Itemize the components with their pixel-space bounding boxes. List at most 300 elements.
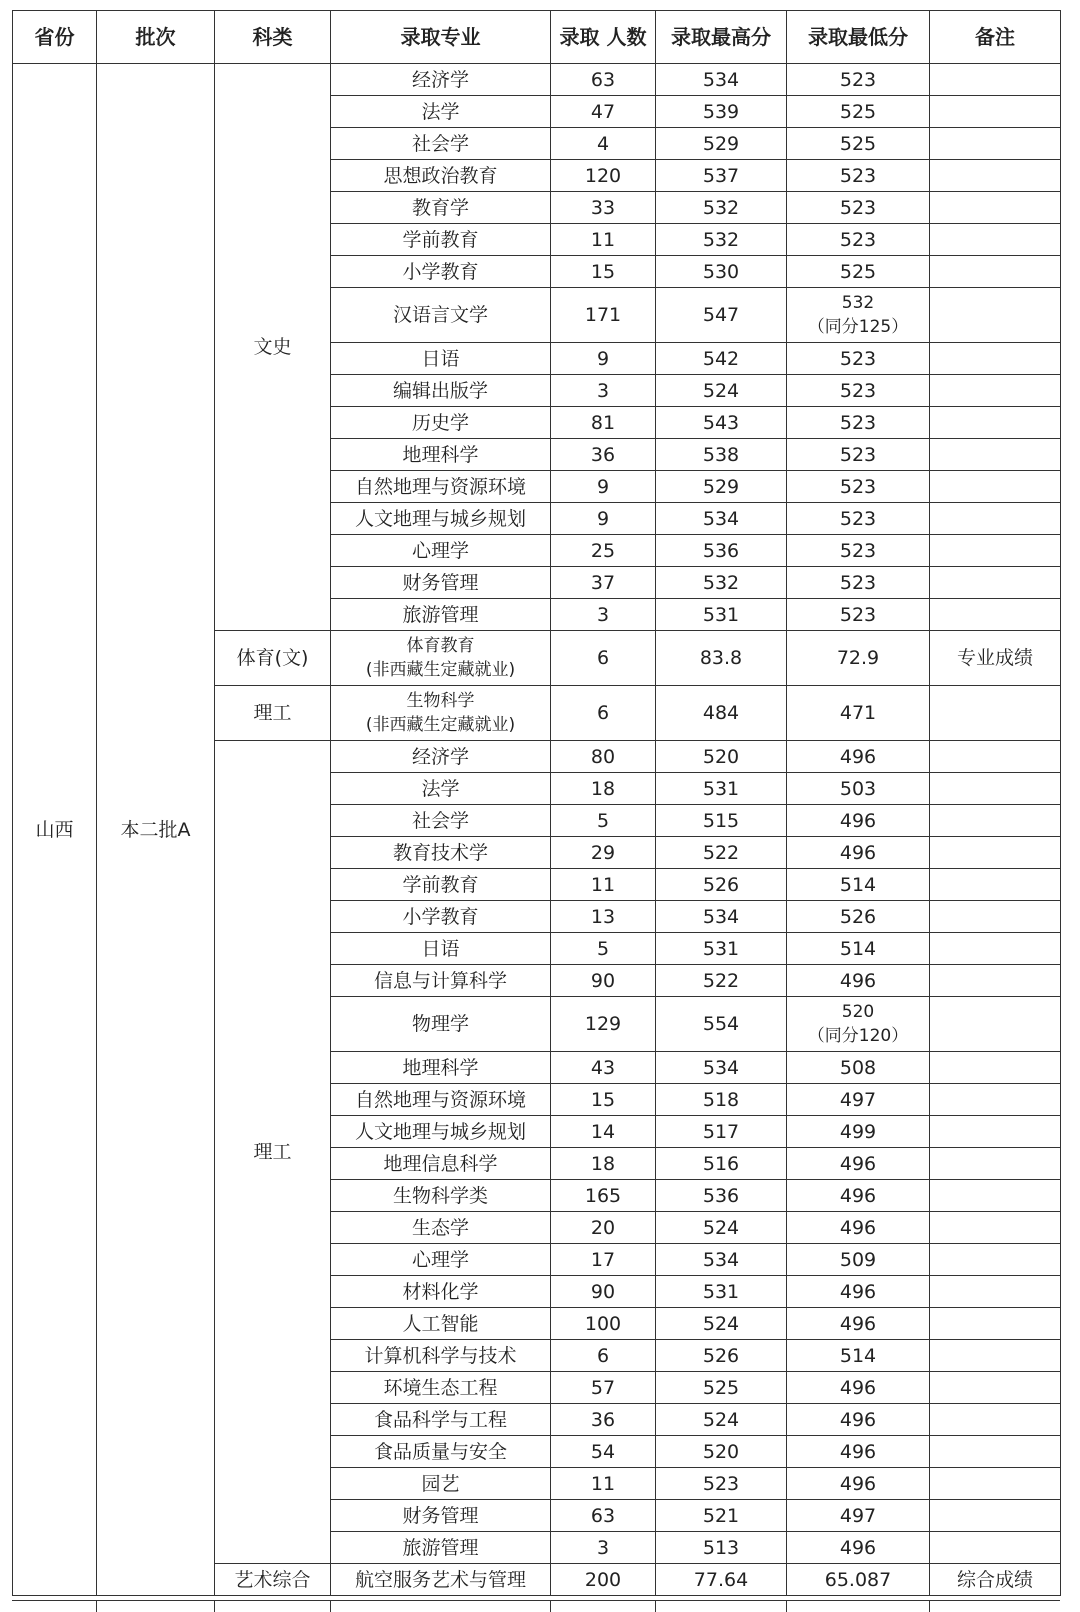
major-cell bbox=[331, 1084, 551, 1116]
note-cell bbox=[930, 192, 1061, 224]
note-cell bbox=[930, 1084, 1061, 1116]
note-cell bbox=[930, 96, 1061, 128]
note-cell bbox=[930, 1468, 1061, 1500]
count-cell: 90 bbox=[551, 1276, 656, 1308]
count-cell: 20 bbox=[551, 1212, 656, 1244]
count-cell: 54 bbox=[551, 1436, 656, 1468]
count-cell: 90 bbox=[551, 965, 656, 997]
min-score-value: 496 bbox=[839, 1152, 877, 1175]
min-score-cell bbox=[787, 128, 930, 160]
count-cell: 33 bbox=[551, 192, 656, 224]
note-cell bbox=[930, 64, 1061, 96]
min-score-value: 508 bbox=[839, 1056, 877, 1079]
major-cell bbox=[331, 1180, 551, 1212]
max-score-cell: 534 bbox=[656, 901, 787, 933]
count-cell: 81 bbox=[551, 407, 656, 439]
count-cell: 9 bbox=[551, 503, 656, 535]
min-score-cell bbox=[787, 741, 930, 773]
major-cell bbox=[331, 407, 551, 439]
count-cell: 15 bbox=[551, 1084, 656, 1116]
count-cell: 5 bbox=[551, 933, 656, 965]
major-cell bbox=[331, 471, 551, 503]
max-score-cell: 522 bbox=[656, 965, 787, 997]
major-name: 园艺 bbox=[421, 1472, 460, 1495]
max-score-cell: 515 bbox=[656, 805, 787, 837]
min-score-cell bbox=[787, 1532, 930, 1564]
major-name: 生物科学 bbox=[406, 691, 475, 711]
max-score-cell: 522 bbox=[656, 837, 787, 869]
min-score-value: 523 bbox=[839, 475, 877, 498]
note-cell bbox=[930, 1372, 1061, 1404]
min-score-value: 496 bbox=[839, 1376, 877, 1399]
header-province: 省份 bbox=[13, 11, 97, 64]
note-cell bbox=[930, 1244, 1061, 1276]
max-score-cell: 542 bbox=[656, 343, 787, 375]
count-cell: 36 bbox=[551, 1404, 656, 1436]
min-score-cell bbox=[787, 439, 930, 471]
major-cell bbox=[331, 288, 551, 343]
max-score-cell: 524 bbox=[656, 1212, 787, 1244]
max-score-cell: 529 bbox=[656, 471, 787, 503]
min-score-cell bbox=[787, 503, 930, 535]
note-cell bbox=[930, 160, 1061, 192]
major-name: 学前教育 bbox=[402, 873, 479, 896]
min-score-cell bbox=[787, 933, 930, 965]
major-cell bbox=[331, 933, 551, 965]
note-cell bbox=[930, 1500, 1061, 1532]
min-score-value: 496 bbox=[839, 1216, 877, 1239]
min-score-value: 523 bbox=[839, 68, 877, 91]
count-cell: 11 bbox=[551, 224, 656, 256]
min-score-cell bbox=[787, 1116, 930, 1148]
major-cell bbox=[331, 997, 551, 1052]
count-cell: 200 bbox=[551, 1564, 656, 1596]
min-score-cell bbox=[787, 1372, 930, 1404]
note-cell bbox=[930, 837, 1061, 869]
note-cell bbox=[930, 1436, 1061, 1468]
note-cell bbox=[930, 128, 1061, 160]
major-name: 地理科学 bbox=[402, 1056, 479, 1079]
count-cell: 36 bbox=[551, 439, 656, 471]
major-cell bbox=[331, 1308, 551, 1340]
note-cell bbox=[930, 1276, 1061, 1308]
note-cell bbox=[930, 965, 1061, 997]
max-score-cell: 524 bbox=[656, 375, 787, 407]
min-score-cell bbox=[787, 1084, 930, 1116]
max-score-cell: 531 bbox=[656, 773, 787, 805]
major-name: 人文地理与城乡规划 bbox=[354, 507, 526, 530]
major-name: 小学教育 bbox=[402, 905, 479, 928]
min-score-cell bbox=[787, 288, 930, 343]
province-cell: 山西 bbox=[13, 64, 97, 1596]
max-score-cell: 517 bbox=[656, 1116, 787, 1148]
min-score-cell bbox=[787, 1308, 930, 1340]
min-score-value: 496 bbox=[839, 1536, 877, 1559]
max-score-cell: 532 bbox=[656, 567, 787, 599]
min-score-value: 525 bbox=[839, 100, 877, 123]
major-name: 航空服务艺术与管理 bbox=[354, 1568, 526, 1591]
min-score-cell bbox=[787, 471, 930, 503]
major-name: 经济学 bbox=[411, 68, 469, 91]
max-score-cell: 534 bbox=[656, 503, 787, 535]
major-cell bbox=[331, 343, 551, 375]
major-cell bbox=[331, 1372, 551, 1404]
next-section-edge bbox=[12, 1600, 1060, 1612]
major-name: 心理学 bbox=[411, 1248, 469, 1271]
min-score-cell bbox=[787, 1468, 930, 1500]
min-score-value: 496 bbox=[839, 969, 877, 992]
max-score-cell: 513 bbox=[656, 1532, 787, 1564]
note-cell bbox=[930, 1404, 1061, 1436]
min-score-cell bbox=[787, 901, 930, 933]
major-cell bbox=[331, 1564, 551, 1596]
count-cell: 63 bbox=[551, 1500, 656, 1532]
min-score-value: 497 bbox=[839, 1504, 877, 1527]
min-score-value: 496 bbox=[839, 1280, 877, 1303]
tie-count-note: （同分120） bbox=[807, 1026, 909, 1046]
min-score-cell bbox=[787, 224, 930, 256]
major-cell bbox=[331, 375, 551, 407]
count-cell: 43 bbox=[551, 1052, 656, 1084]
major-cell bbox=[331, 741, 551, 773]
max-score-cell: 530 bbox=[656, 256, 787, 288]
major-name: 自然地理与资源环境 bbox=[354, 475, 526, 498]
max-score-cell: 531 bbox=[656, 599, 787, 631]
note-cell: 专业成绩 bbox=[930, 631, 1061, 686]
category-cell: 艺术综合 bbox=[215, 1564, 331, 1596]
major-name: 体育教育 bbox=[406, 636, 475, 656]
count-cell: 6 bbox=[551, 686, 656, 741]
max-score-cell: 531 bbox=[656, 1276, 787, 1308]
major-name: 食品科学与工程 bbox=[373, 1408, 507, 1431]
note-cell bbox=[930, 503, 1061, 535]
major-name: 财务管理 bbox=[402, 1504, 479, 1527]
min-score-value: 523 bbox=[839, 196, 877, 219]
major-cell bbox=[331, 1436, 551, 1468]
min-score-cell bbox=[787, 805, 930, 837]
major-name: 社会学 bbox=[411, 809, 469, 832]
major-name: 生物科学类 bbox=[392, 1184, 488, 1207]
min-score-cell bbox=[787, 1276, 930, 1308]
min-score-value: 496 bbox=[839, 1408, 877, 1431]
max-score-cell: 536 bbox=[656, 1180, 787, 1212]
max-score-cell: 534 bbox=[656, 1052, 787, 1084]
note-cell bbox=[930, 1116, 1061, 1148]
major-name: 人工智能 bbox=[402, 1312, 479, 1335]
min-score-value: 523 bbox=[839, 539, 877, 562]
major-cell bbox=[331, 869, 551, 901]
header-count: 录取 人数 bbox=[551, 11, 656, 64]
note-cell bbox=[930, 439, 1061, 471]
max-score-cell: 534 bbox=[656, 1244, 787, 1276]
major-cell bbox=[331, 503, 551, 535]
min-score-value: 525 bbox=[839, 260, 877, 283]
major-cell bbox=[331, 96, 551, 128]
major-cell bbox=[331, 773, 551, 805]
major-cell bbox=[331, 686, 551, 741]
major-name: 食品质量与安全 bbox=[373, 1440, 507, 1463]
min-score-value: 471 bbox=[839, 702, 877, 724]
min-score-value: 497 bbox=[839, 1088, 877, 1111]
min-score-value: 532 bbox=[841, 293, 875, 313]
min-score-cell bbox=[787, 407, 930, 439]
min-score-value: 496 bbox=[839, 1440, 877, 1463]
max-score-cell: 536 bbox=[656, 535, 787, 567]
category-cell: 文史 bbox=[215, 64, 331, 631]
admission-table-container bbox=[12, 10, 1060, 1596]
count-cell: 63 bbox=[551, 64, 656, 96]
note-cell bbox=[930, 805, 1061, 837]
note-cell bbox=[930, 288, 1061, 343]
min-score-cell bbox=[787, 1180, 930, 1212]
min-score-value: 503 bbox=[839, 777, 877, 800]
max-score-cell: 543 bbox=[656, 407, 787, 439]
count-cell: 47 bbox=[551, 96, 656, 128]
max-score-cell: 525 bbox=[656, 1372, 787, 1404]
major-cell bbox=[331, 1052, 551, 1084]
major-note: (非西藏生定藏就业) bbox=[365, 660, 516, 680]
note-cell bbox=[930, 1340, 1061, 1372]
note-cell bbox=[930, 1212, 1061, 1244]
category-cell: 体育(文) bbox=[215, 631, 331, 686]
min-score-cell bbox=[787, 567, 930, 599]
table-body bbox=[13, 64, 1061, 1596]
min-score-value: 496 bbox=[839, 1184, 877, 1207]
note-cell bbox=[930, 1532, 1061, 1564]
min-score-value: 523 bbox=[839, 507, 877, 530]
header-major: 录取专业 bbox=[331, 11, 551, 64]
count-cell: 29 bbox=[551, 837, 656, 869]
max-score-cell: 524 bbox=[656, 1308, 787, 1340]
major-cell bbox=[331, 1244, 551, 1276]
min-score-cell bbox=[787, 686, 930, 741]
min-score-value: 523 bbox=[839, 347, 877, 370]
category-cell: 理工 bbox=[215, 686, 331, 741]
min-score-value: 520 bbox=[841, 1002, 875, 1022]
min-score-value: 499 bbox=[839, 1120, 877, 1143]
header-row bbox=[13, 11, 1061, 64]
count-cell: 3 bbox=[551, 375, 656, 407]
major-name: 社会学 bbox=[411, 132, 469, 155]
note-cell bbox=[930, 599, 1061, 631]
note-cell bbox=[930, 773, 1061, 805]
note-cell: 综合成绩 bbox=[930, 1564, 1061, 1596]
major-name: 教育技术学 bbox=[392, 841, 488, 864]
note-cell bbox=[930, 1308, 1061, 1340]
max-score-cell: 523 bbox=[656, 1468, 787, 1500]
note-cell bbox=[930, 997, 1061, 1052]
note-cell bbox=[930, 224, 1061, 256]
count-cell: 18 bbox=[551, 773, 656, 805]
header-batch: 批次 bbox=[97, 11, 215, 64]
major-name: 法学 bbox=[421, 777, 460, 800]
max-score-cell: 534 bbox=[656, 64, 787, 96]
count-cell: 80 bbox=[551, 741, 656, 773]
major-cell bbox=[331, 160, 551, 192]
min-score-value: 523 bbox=[839, 411, 877, 434]
major-name: 经济学 bbox=[411, 745, 469, 768]
tie-count-note: （同分125） bbox=[807, 317, 909, 337]
note-cell bbox=[930, 901, 1061, 933]
major-name: 环境生态工程 bbox=[383, 1376, 498, 1399]
min-score-value: 496 bbox=[839, 841, 877, 864]
major-name: 历史学 bbox=[411, 411, 469, 434]
max-score-cell: 532 bbox=[656, 224, 787, 256]
major-name: 学前教育 bbox=[402, 228, 479, 251]
major-cell bbox=[331, 1276, 551, 1308]
major-name: 小学教育 bbox=[402, 260, 479, 283]
max-score-cell: 526 bbox=[656, 869, 787, 901]
count-cell: 25 bbox=[551, 535, 656, 567]
min-score-cell bbox=[787, 869, 930, 901]
min-score-value: 523 bbox=[839, 571, 877, 594]
min-score-value: 514 bbox=[839, 1344, 877, 1367]
min-score-value: 496 bbox=[839, 1472, 877, 1495]
header-note: 备注 bbox=[930, 11, 1061, 64]
note-cell bbox=[930, 933, 1061, 965]
admission-table bbox=[12, 10, 1061, 1596]
major-name: 思想政治教育 bbox=[383, 164, 498, 187]
max-score-cell: 520 bbox=[656, 741, 787, 773]
table-row bbox=[13, 64, 1061, 96]
min-score-cell bbox=[787, 64, 930, 96]
major-cell bbox=[331, 439, 551, 471]
min-score-value: 496 bbox=[839, 1312, 877, 1335]
count-cell: 165 bbox=[551, 1180, 656, 1212]
note-cell bbox=[930, 741, 1061, 773]
count-cell: 17 bbox=[551, 1244, 656, 1276]
min-score-cell bbox=[787, 256, 930, 288]
major-cell bbox=[331, 805, 551, 837]
min-score-cell bbox=[787, 965, 930, 997]
min-score-cell bbox=[787, 375, 930, 407]
major-name: 物理学 bbox=[411, 1013, 469, 1035]
major-name: 心理学 bbox=[411, 539, 469, 562]
major-cell bbox=[331, 599, 551, 631]
major-cell bbox=[331, 567, 551, 599]
min-score-cell bbox=[787, 535, 930, 567]
max-score-cell: 77.64 bbox=[656, 1564, 787, 1596]
count-cell: 4 bbox=[551, 128, 656, 160]
count-cell: 3 bbox=[551, 1532, 656, 1564]
major-name: 财务管理 bbox=[402, 571, 479, 594]
min-score-value: 514 bbox=[839, 873, 877, 896]
note-cell bbox=[930, 1180, 1061, 1212]
max-score-cell: 518 bbox=[656, 1084, 787, 1116]
count-cell: 171 bbox=[551, 288, 656, 343]
min-score-cell bbox=[787, 1148, 930, 1180]
min-score-value: 523 bbox=[839, 164, 877, 187]
min-score-value: 72.9 bbox=[836, 647, 880, 669]
major-cell bbox=[331, 256, 551, 288]
min-score-cell bbox=[787, 192, 930, 224]
category-cell: 理工 bbox=[215, 741, 331, 1564]
max-score-cell: 526 bbox=[656, 1340, 787, 1372]
min-score-cell bbox=[787, 1340, 930, 1372]
min-score-cell bbox=[787, 1564, 930, 1596]
major-name: 汉语言文学 bbox=[392, 304, 488, 326]
major-name: 人文地理与城乡规划 bbox=[354, 1120, 526, 1143]
major-cell bbox=[331, 1116, 551, 1148]
major-cell bbox=[331, 1212, 551, 1244]
major-cell bbox=[331, 1340, 551, 1372]
note-cell bbox=[930, 869, 1061, 901]
batch-cell: 本二批A bbox=[97, 64, 215, 1596]
major-cell bbox=[331, 1404, 551, 1436]
note-cell bbox=[930, 1052, 1061, 1084]
count-cell: 6 bbox=[551, 631, 656, 686]
major-cell bbox=[331, 901, 551, 933]
min-score-cell bbox=[787, 1052, 930, 1084]
major-name: 旅游管理 bbox=[402, 1536, 479, 1559]
max-score-cell: 521 bbox=[656, 1500, 787, 1532]
min-score-value: 523 bbox=[839, 603, 877, 626]
note-cell bbox=[930, 256, 1061, 288]
note-cell bbox=[930, 343, 1061, 375]
max-score-cell: 538 bbox=[656, 439, 787, 471]
min-score-value: 496 bbox=[839, 809, 877, 832]
major-cell bbox=[331, 1148, 551, 1180]
note-cell bbox=[930, 686, 1061, 741]
max-score-cell: 539 bbox=[656, 96, 787, 128]
note-cell bbox=[930, 407, 1061, 439]
min-score-cell bbox=[787, 837, 930, 869]
min-score-cell bbox=[787, 1436, 930, 1468]
min-score-value: 525 bbox=[839, 132, 877, 155]
count-cell: 57 bbox=[551, 1372, 656, 1404]
major-name: 旅游管理 bbox=[402, 603, 479, 626]
max-score-cell: 520 bbox=[656, 1436, 787, 1468]
major-note: (非西藏生定藏就业) bbox=[365, 715, 516, 735]
header-category: 科类 bbox=[215, 11, 331, 64]
min-score-value: 65.087 bbox=[824, 1568, 892, 1591]
major-cell bbox=[331, 128, 551, 160]
min-score-cell bbox=[787, 773, 930, 805]
count-cell: 18 bbox=[551, 1148, 656, 1180]
count-cell: 120 bbox=[551, 160, 656, 192]
count-cell: 9 bbox=[551, 343, 656, 375]
major-name: 法学 bbox=[421, 100, 460, 123]
major-name: 编辑出版学 bbox=[392, 379, 488, 402]
min-score-cell bbox=[787, 343, 930, 375]
min-score-cell bbox=[787, 96, 930, 128]
min-score-cell bbox=[787, 1212, 930, 1244]
max-score-cell: 537 bbox=[656, 160, 787, 192]
major-name: 生态学 bbox=[411, 1216, 469, 1239]
min-score-cell bbox=[787, 997, 930, 1052]
major-cell bbox=[331, 64, 551, 96]
count-cell: 13 bbox=[551, 901, 656, 933]
header-max-score: 录取最高分 bbox=[656, 11, 787, 64]
count-cell: 100 bbox=[551, 1308, 656, 1340]
max-score-cell: 532 bbox=[656, 192, 787, 224]
max-score-cell: 547 bbox=[656, 288, 787, 343]
min-score-cell bbox=[787, 1500, 930, 1532]
header-min-score: 录取最低分 bbox=[787, 11, 930, 64]
max-score-cell: 516 bbox=[656, 1148, 787, 1180]
note-cell bbox=[930, 567, 1061, 599]
major-name: 地理信息科学 bbox=[383, 1152, 498, 1175]
major-cell bbox=[331, 965, 551, 997]
max-score-cell: 554 bbox=[656, 997, 787, 1052]
major-name: 地理科学 bbox=[402, 443, 479, 466]
count-cell: 3 bbox=[551, 599, 656, 631]
count-cell: 6 bbox=[551, 1340, 656, 1372]
count-cell: 9 bbox=[551, 471, 656, 503]
major-cell bbox=[331, 535, 551, 567]
count-cell: 15 bbox=[551, 256, 656, 288]
count-cell: 129 bbox=[551, 997, 656, 1052]
